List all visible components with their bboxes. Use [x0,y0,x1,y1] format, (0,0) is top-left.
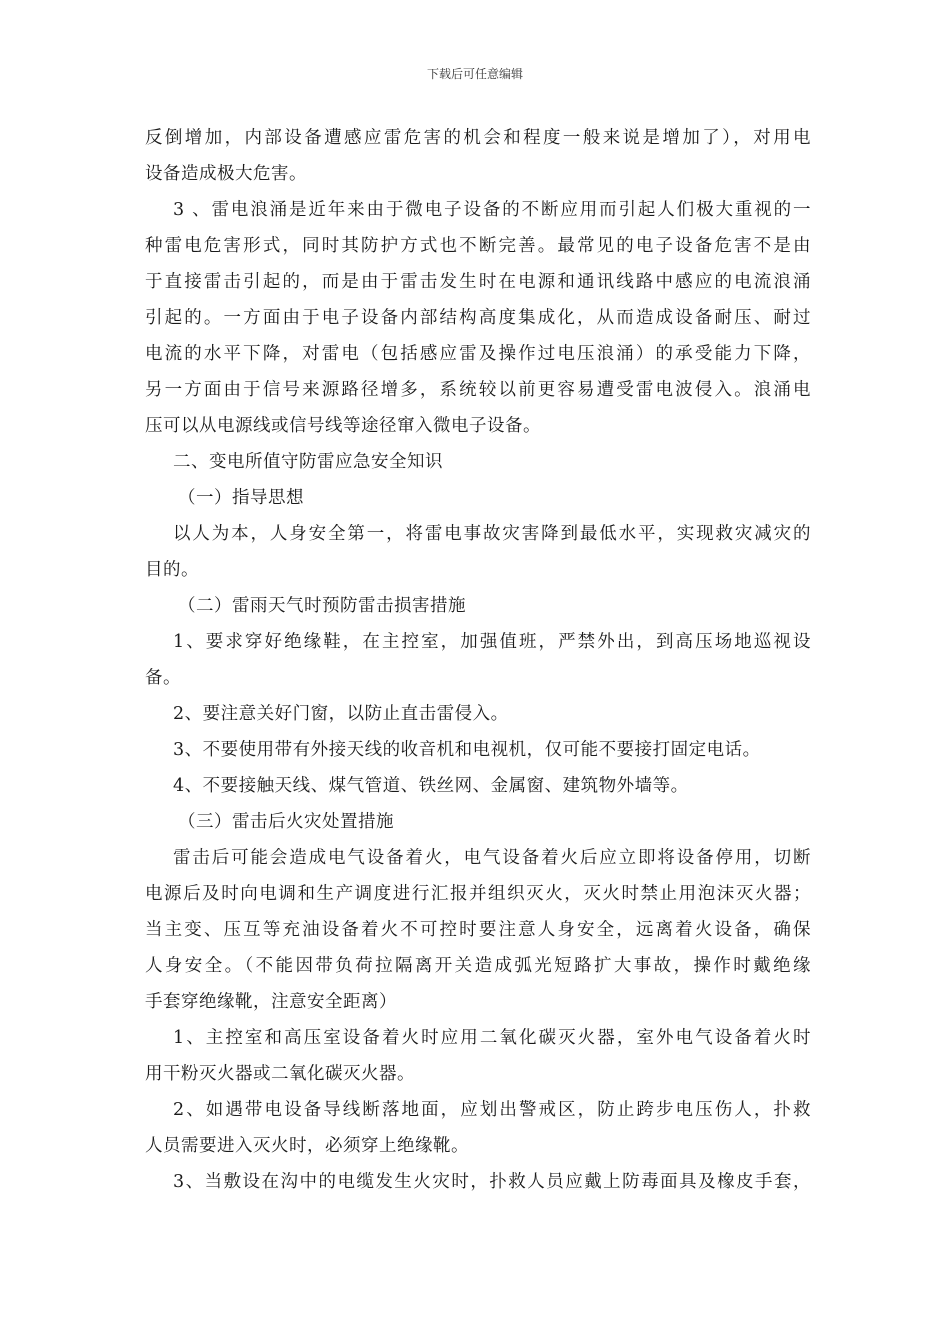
paragraph-line: 1、主控室和高压室设备着火时应用二氧化碳灭火器，室外电气设备着火时 [173,1028,811,1048]
paragraph-line: 压可以从电源线或信号线等途径窜入微电子设备。 [145,416,541,436]
subsection-heading: （三）雷击后火灾处置措施 [178,812,394,832]
paragraph-line: 电流的水平下降，对雷电（包括感应雷及操作过电压浪涌）的承受能力下降， [145,344,811,364]
paragraph-line: 2、如遇带电设备导线断落地面，应划出警戒区，防止跨步电压伤人，扑救 [173,1100,811,1120]
paragraph-line: 目的。 [145,560,199,580]
paragraph-line: 备。 [145,668,181,688]
paragraph-line: 2、要注意关好门窗，以防止直击雷侵入。 [173,704,509,724]
paragraph-line: 以人为本，人身安全第一，将雷电事故灾害降到最低水平，实现救灾减灾的 [173,524,811,544]
subsection-heading: （二）雷雨天气时预防雷击损害措施 [178,596,466,616]
paragraph-line: 引起的。一方面由于电子设备内部结构高度集成化，从而造成设备耐压、耐过 [145,308,811,328]
paragraph-line: 3 、雷电浪涌是近年来由于微电子设备的不断应用而引起人们极大重视的一 [173,200,811,220]
paragraph-line: 于直接雷击引起的，而是由于雷击发生时在电源和通讯线路中感应的电流浪涌 [145,272,811,292]
paragraph-line: 人员需要进入灭火时，必须穿上绝缘靴。 [145,1136,469,1156]
paragraph-line: 用干粉灭火器或二氧化碳灭火器。 [145,1064,415,1084]
paragraph-line: 3、当敷设在沟中的电缆发生火灾时，扑救人员应戴上防毒面具及橡皮手套， [173,1172,811,1192]
paragraph-line: 人身安全。（不能因带负荷拉隔离开关造成弧光短路扩大事故，操作时戴绝缘 [145,956,811,976]
paragraph-line: 1、要求穿好绝缘鞋，在主控室，加强值班，严禁外出，到高压场地巡视设 [173,632,811,652]
paragraph-line: 当主变、压互等充油设备着火不可控时要注意人身安全，远离着火设备，确保 [145,920,811,940]
paragraph-line: 设备造成极大危害。 [145,164,307,184]
paragraph-line: 雷击后可能会造成电气设备着火，电气设备着火后应立即将设备停用，切断 [173,848,811,868]
paragraph-line: 手套穿绝缘靴，注意安全距离） [145,992,397,1012]
paragraph-line: 反倒增加，内部设备遭感应雷危害的机会和程度一般来说是增加了），对用电 [145,128,811,148]
paragraph-line: 电源后及时向电调和生产调度进行汇报并组织灭火，灭火时禁止用泡沫灭火器； [145,884,811,904]
page-header: 下载后可任意编辑 [426,67,523,81]
paragraph-line: 种雷电危害形式，同时其防护方式也不断完善。最常见的电子设备危害不是由 [145,236,811,256]
section-heading: 二、变电所值守防雷应急安全知识 [173,452,443,472]
paragraph-line: 另一方面由于信号来源路径增多，系统较以前更容易遭受雷电波侵入。浪涌电 [145,380,811,400]
paragraph-line: 4、不要接触天线、煤气管道、铁丝网、金属窗、建筑物外墙等。 [173,776,689,796]
subsection-heading: （一）指导思想 [178,488,304,508]
document-body [145,120,811,1200]
paragraph-line: 3、不要使用带有外接天线的收音机和电视机，仅可能不要接打固定电话。 [173,740,761,760]
